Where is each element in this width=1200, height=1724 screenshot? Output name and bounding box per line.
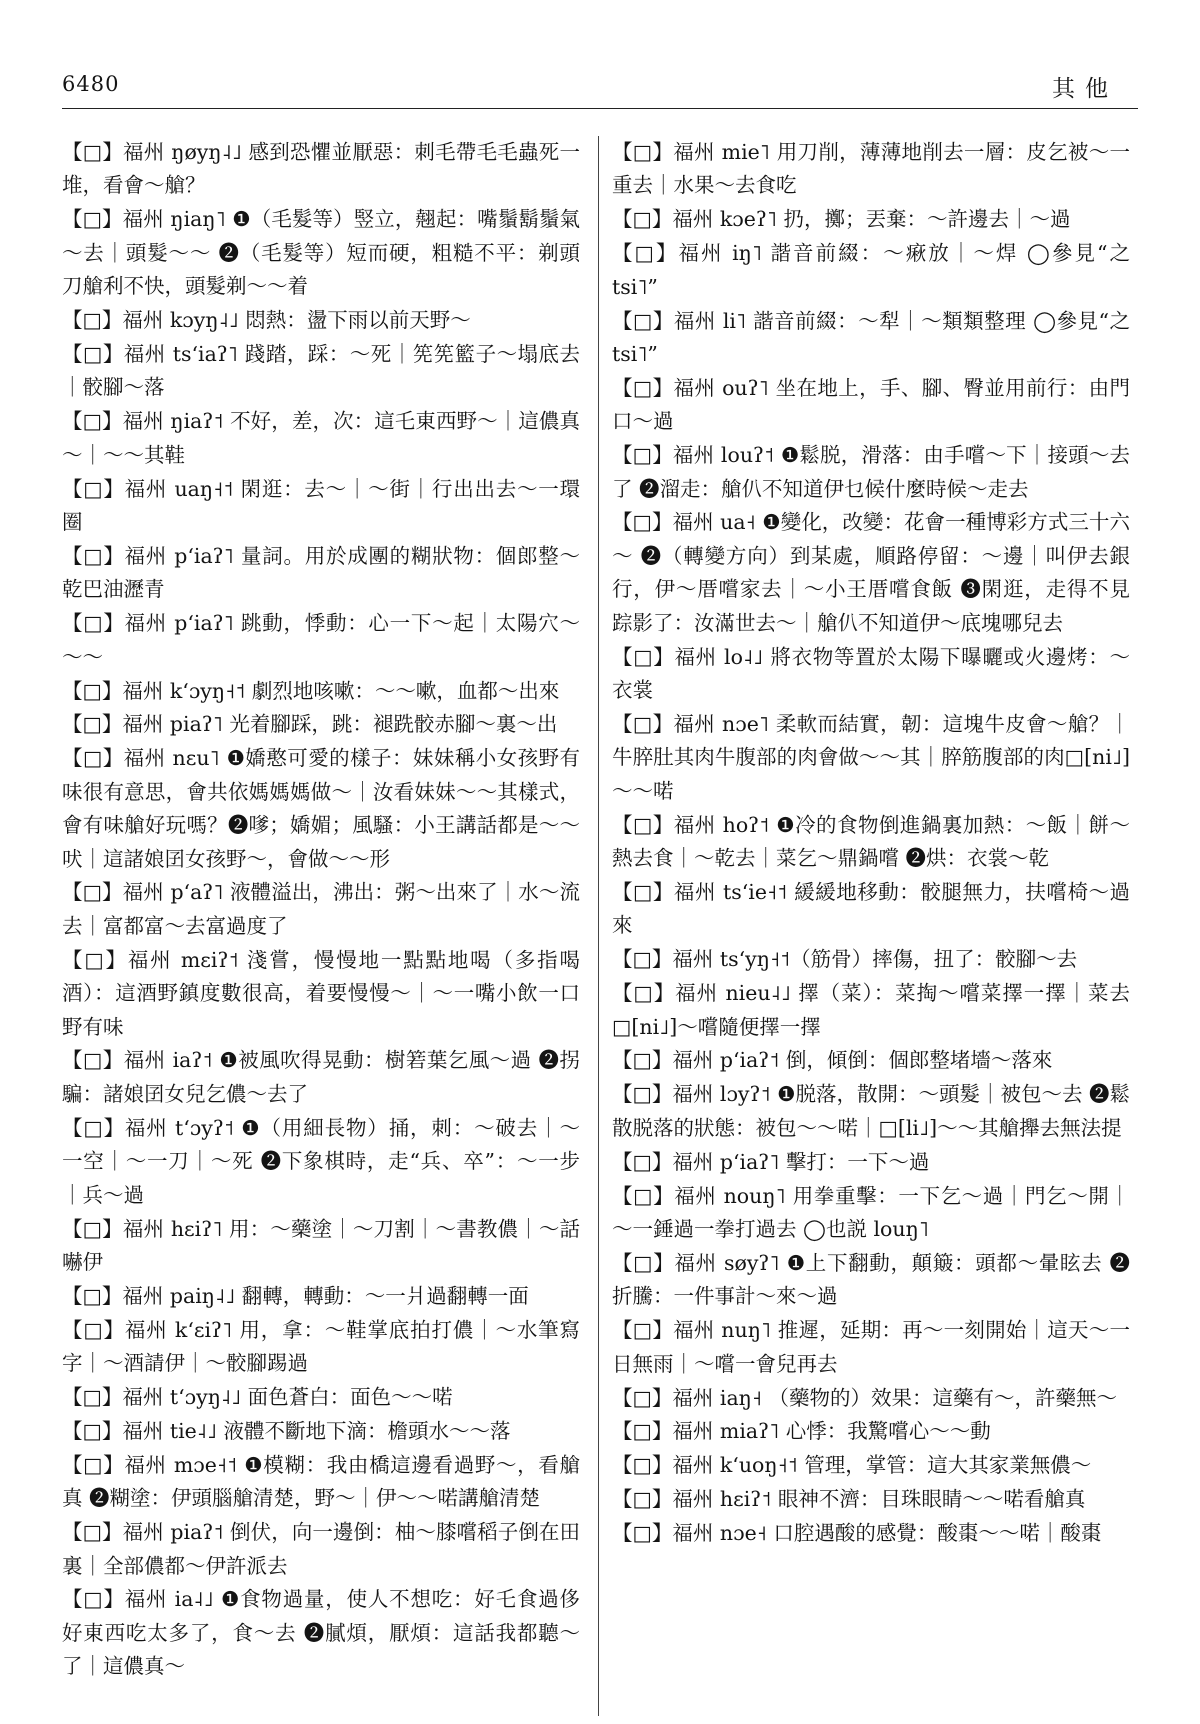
dictionary-entry: 【□】福州 nɛu˥ ❶嬌憨可愛的樣子：妹妹稱小女孩野有味很有意思，會共依媽媽媽做～｜汝看妹妹～～其樣式，會有味艙好玩嗎？❷嗲；嬌媚；風騷：小王講話都是～～吠｜這諸娘囝女孩野～，會做～～形	[62, 746, 580, 871]
dictionary-entry: 【□】福州 mɔe˧˦ ❶模糊：我由橋這邊看過野～，看艙真 ❷糊塗：伊頭腦艙清楚，野～｜伊～～喏講艙清楚	[62, 1452, 580, 1511]
dictionary-entry: 【□】福州 hɛiʔ˥ 用：～藥塗｜～刀割｜～書教儂｜～話嚇伊	[62, 1216, 580, 1274]
column-divider	[598, 136, 599, 1716]
right-column	[612, 136, 1130, 1551]
section-title: 其他	[1052, 76, 1118, 102]
dictionary-entry: 【□】福州 iaʔ˦ ❶被風吹得晃動：樹箬葉乞風～過 ❷拐騙：諸娘囝女兒乞儂～去了	[62, 1048, 580, 1106]
dictionary-entry: 【□】福州 pʻiaʔ˥ 量詞。用於成團的糊狀物：個郎整～乾巴油瀝青	[62, 543, 580, 602]
dictionary-entry: 【□】福州 ŋiaŋ˥ ❶（毛髮等）竪立，翹起：嘴鬚鬍鬚氣～去｜頭髮～～ ❷（毛髮等）短而硬，粗糙不平：剃頭刀艙利不快，頭髮剃～～着	[62, 207, 580, 299]
dictionary-entry: 【□】福州 ua˧ ❶變化，改變：花會一種博彩方式三十六～ ❷（轉變方向）到某處，順路停留：～邊｜叫伊去銀行，伊～厝嚐家去｜～小王厝嚐食飯 ❸閑逛，走得不見踪影了：汝滿世去～｜艙仈不知道伊～底塊哪兒去	[612, 510, 1130, 635]
dictionary-entry: 【□】福州 nuŋ˥ 推遲，延期：再～一刻開始｜這天～一日無雨｜～嚐一會兒再去	[612, 1318, 1130, 1376]
dictionary-entry: 【□】福州 tsʻyŋ˧˦（筋骨）摔傷，扭了：骹腳～去	[612, 947, 1078, 972]
dictionary-entry: 【□】福州 kʻɛiʔ˥ 用，拿：～鞋掌底拍打儂｜～水筆寫字｜～酒請伊｜～骹腳踢過	[62, 1317, 580, 1376]
dictionary-entry: 【□】福州 kʻɔyŋ˧˦ 劇烈地咳嗽：～～嗽，血都～出來	[62, 678, 560, 703]
dictionary-entry: 【□】福州 paiŋ˨˩ 翻轉，轉動：～一爿過翻轉一面	[62, 1283, 529, 1308]
dictionary-entry: 【□】福州 pʻiaʔ˥ 跳動，悸動：心一下～起｜太陽穴～～～	[62, 611, 580, 669]
dictionary-entry: 【□】福州 lo˨˩ 將衣物等置於太陽下曝曬或火邊烤：～衣裳	[612, 644, 1130, 702]
dictionary-entry: 【□】福州 lɔyʔ˦ ❶脱落，散開：～頭髮｜被包～去 ❷鬆散脱落的狀態：被包～～喏｜□[li˩]～～其艙攑去無法提	[612, 1082, 1131, 1140]
dictionary-entry: 【□】福州 søyʔ˥ ❶上下翻動，顛簸：頭都～暈眩去 ❷折騰：一件事計～來～過	[612, 1250, 1130, 1309]
dictionary-entry: 【□】福州 ouʔ˥ 坐在地上，手、腳、臀並用前行：由門口～過	[612, 375, 1130, 434]
dictionary-entry: 【□】福州 ia˨˩ ❶食物過量，使人不想吃：好乇食過侈好東西吃太多了，食～去 ❷膩煩，厭煩：這話我都聽～了｜這儂真～	[62, 1587, 580, 1679]
header-rule	[62, 108, 1138, 109]
dictionary-entry: 【□】福州 hoʔ˦ ❶冷的食物倒進鍋裏加熱：～飯｜餅～熱去食｜～乾去｜菜乞～鼎鍋嚐 ❷烘：衣裳～乾	[612, 812, 1130, 871]
dictionary-entry: 【□】福州 pʻiaʔ˥ 擊打：一下～過	[612, 1149, 930, 1174]
dictionary-entry: 【□】福州 ŋøyŋ˨˩ 感到恐懼並厭惡：刺毛帶毛毛蟲死一堆，看會～艙？	[62, 140, 580, 198]
dictionary-entry: 【□】福州 iŋ˥ 諧音前綴：～㾭放｜～焊 ◯參見“之 tsi˥”	[612, 241, 1130, 299]
dictionary-entry: 【□】福州 ŋiaʔ˦ 不好，差，次：這乇東西野～｜這儂真～｜～～其鞋	[62, 409, 580, 467]
dictionary-entry: 【□】福州 pʻiaʔ˦ 倒，傾倒：個郎整堵墻～落來	[612, 1048, 1053, 1073]
page-number: 6480	[62, 72, 120, 96]
dictionary-entry: 【□】福州 kɔyŋ˨˩ 悶熱：盪下雨以前天野～	[62, 308, 471, 333]
dictionary-entry: 【□】福州 mɛiʔ˦ 淺嘗，慢慢地一點點地喝（多指喝酒）：這酒野鎮度數很高，着要慢慢～｜～一嘴小飲一口野有味	[62, 947, 580, 1039]
dictionary-entry: 【□】福州 hɛiʔ˦ 眼神不濟：目珠眼睛～～喏看艙真	[612, 1487, 1086, 1512]
dictionary-entry: 【□】福州 tsʻiaʔ˥ 踐踏，踩：～死｜筅筅籃子～塌底去｜骹腳～落	[62, 341, 580, 400]
dictionary-entry: 【□】福州 nouŋ˥ 用拳重擊：一下乞～過｜門乞～開｜～一錘過一拳打過去 ◯也説 louŋ˥	[612, 1183, 1130, 1241]
dictionary-entry: 【□】福州 tʻɔyʔ˦ ❶（用細長物）捅，刺：～破去｜～一空｜～一刀｜～死 ❷下象棋時，走“兵、卒”：～一步｜兵～過	[62, 1115, 580, 1207]
dictionary-entry: 【□】福州 li˥ 諧音前綴：～犁｜～類類整理 ◯參見“之 tsi˥”	[612, 308, 1130, 366]
dictionary-entry: 【□】福州 miaʔ˥ 心悸：我驚嚐心～～動	[612, 1419, 991, 1444]
dictionary-entry: 【□】福州 mie˥ 用刀削，薄薄地削去一層：皮乞被～一重去｜水果～去食吃	[612, 140, 1130, 198]
dictionary-entry: 【□】福州 louʔ˦ ❶鬆脱，滑落：由手嚐～下｜接頭～去了 ❷溜走：艙仈不知道伊乜候什麼時候～走去	[612, 443, 1130, 501]
dictionary-entry: 【□】福州 uaŋ˧˦ 閑逛：去～｜～街｜行出出去～一環圈	[62, 476, 580, 534]
dictionary-entry: 【□】福州 pʻaʔ˥ 液體溢出，沸出：粥～出來了｜水～流去｜富都富～去富過度了	[62, 880, 580, 938]
left-column	[62, 136, 580, 1684]
dictionary-entry: 【□】福州 kɔeʔ˥ 扔，擲；丟棄：～許邊去｜～過	[612, 207, 1071, 232]
dictionary-entry: 【□】福州 nɔe˧ 口腔遇酸的感覺：酸棗～～喏｜酸棗	[612, 1521, 1102, 1546]
page-header	[62, 72, 1138, 106]
dictionary-entry: 【□】福州 piaʔ˦ 倒伏，向一邊倒：柚～膝嚐稻子倒在田裏｜全部儂都～伊許派去	[62, 1520, 580, 1578]
dictionary-entry: 【□】福州 nieu˨˩ 擇（菜）：菜掏～嚐菜擇一擇｜菜去□[ni˩]～嚐隨便擇一擇	[612, 981, 1130, 1039]
dictionary-entry: 【□】福州 tʻɔyŋ˨˩ 面色蒼白：面色～～喏	[62, 1385, 453, 1410]
dictionary-entry: 【□】福州 tsʻie˧˦ 緩緩地移動：骹腿無力，扶嚐椅～過來	[612, 879, 1130, 938]
dictionary-entry: 【□】福州 piaʔ˥ 光着腳踩，跳：褪跣骹赤腳～裏～出	[62, 712, 558, 737]
dictionary-entry: 【□】福州 nɔe˥ 柔軟而結實，韌：這塊牛皮會～艙？｜牛脺肚其肉牛腹部的肉會做～～其｜脺筋腹部的肉□[ni˩]～～喏	[612, 711, 1130, 803]
dictionary-entry: 【□】福州 kʻuoŋ˧˦ 管理，掌管：這大其家業無儂～	[612, 1453, 1092, 1478]
dictionary-entry: 【□】福州 tie˨˩ 液體不斷地下滴：檐頭水～～落	[62, 1418, 511, 1443]
dictionary-entry: 【□】福州 iaŋ˧ （藥物的）效果：這藥有～，許藥無～	[612, 1385, 1117, 1410]
